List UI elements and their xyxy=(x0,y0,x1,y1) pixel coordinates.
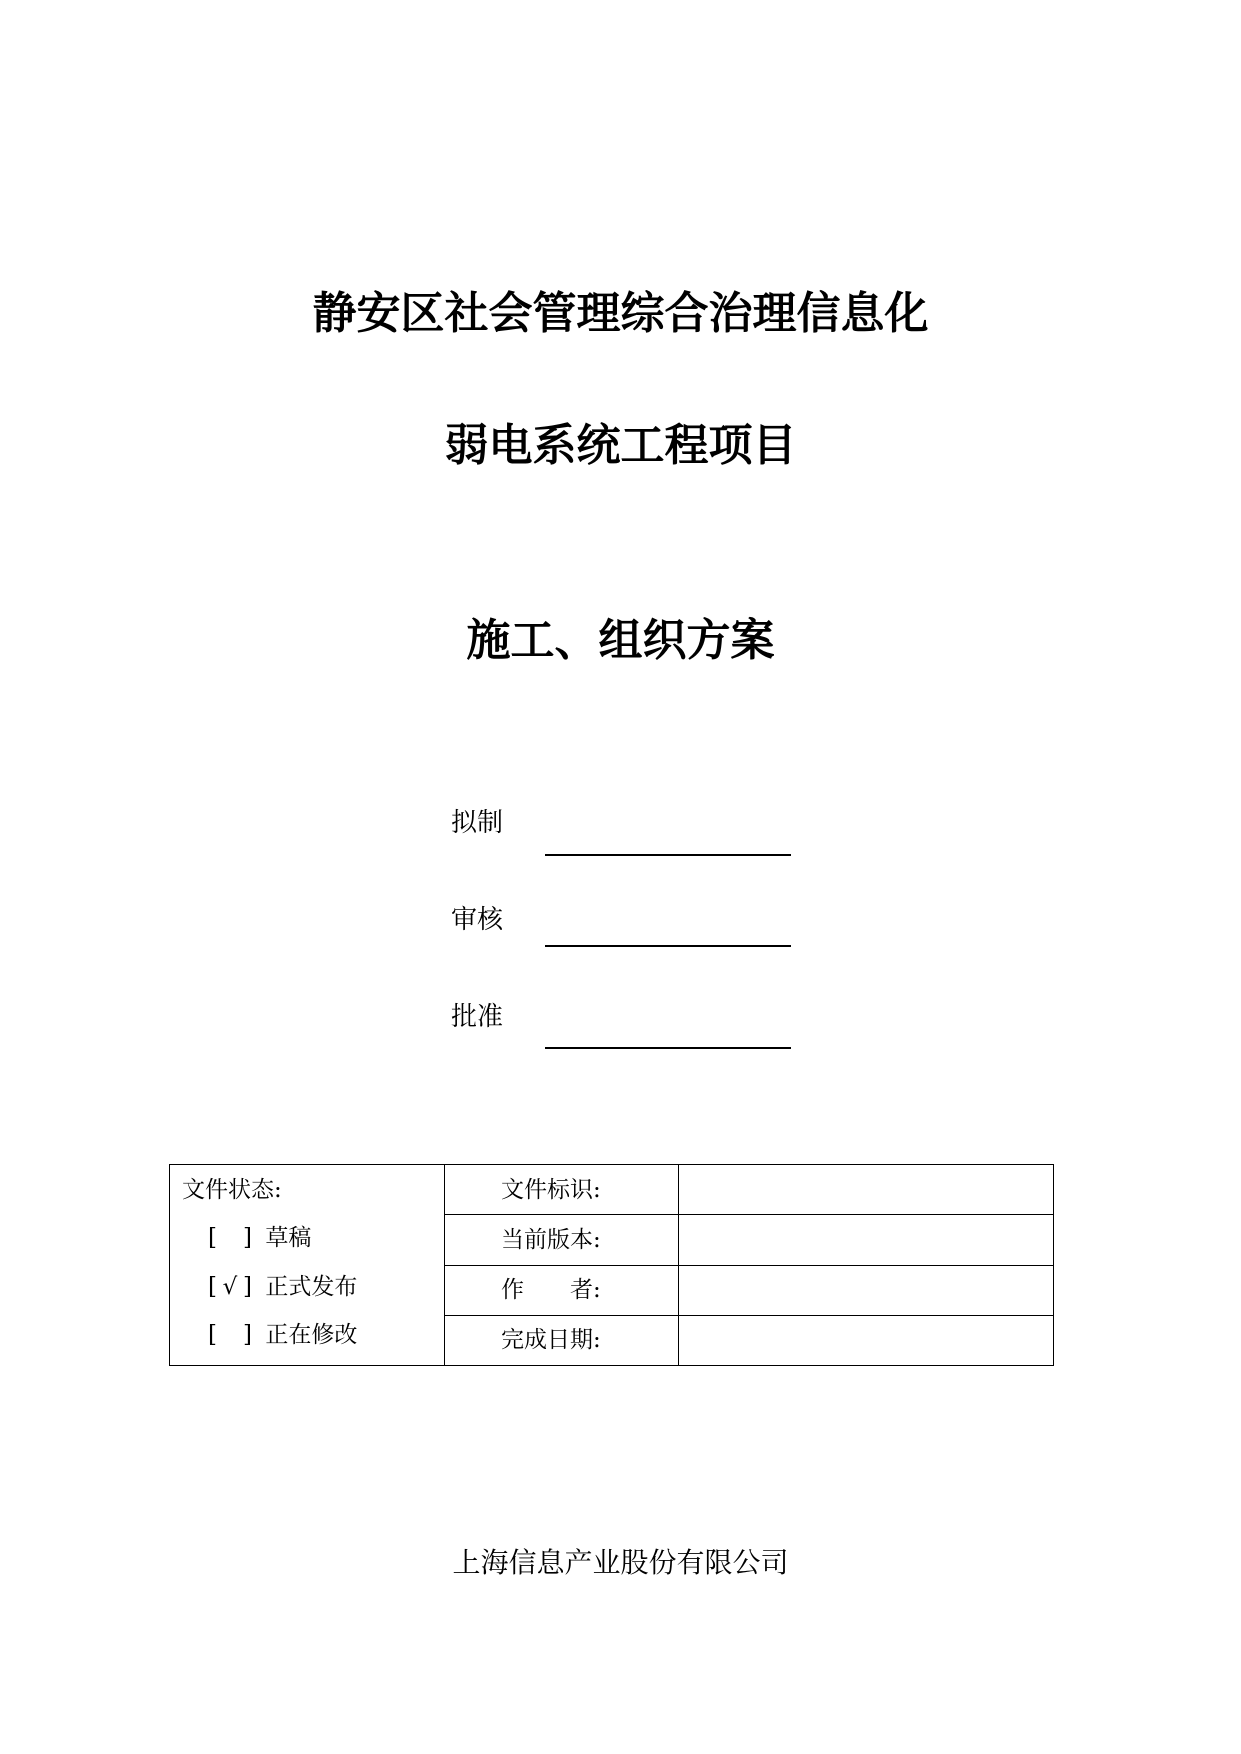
signature-line-review xyxy=(545,945,791,947)
field-value-author xyxy=(679,1265,1054,1315)
status-option-released xyxy=(208,1272,357,1302)
document-subtitle: 施工、组织方案 xyxy=(466,615,775,666)
signature-line-draft-by xyxy=(545,854,791,856)
status-option-editing xyxy=(208,1320,357,1350)
signature-row-approve xyxy=(0,1000,1241,1060)
checkbox-released: [ √ ] xyxy=(208,1274,252,1300)
file-status-cell xyxy=(170,1165,445,1366)
signature-row-draft-by xyxy=(0,806,1241,866)
field-value-completion-date xyxy=(679,1315,1054,1365)
field-label-completion-date: 完成日期: xyxy=(445,1315,679,1365)
status-option-label: 正在修改 xyxy=(265,1322,358,1348)
document-info-table xyxy=(169,1164,1054,1366)
checkmark-icon: √ xyxy=(222,1274,238,1300)
field-value-file-id xyxy=(679,1165,1054,1215)
status-option-label: 草稿 xyxy=(265,1225,312,1251)
field-label-current-version: 当前版本: xyxy=(445,1215,679,1265)
field-label-file-id: 文件标识: xyxy=(445,1165,679,1215)
status-option-draft xyxy=(208,1223,311,1253)
document-title-line1: 静安区社会管理综合治理信息化 xyxy=(312,288,929,339)
field-label-author: 作 者: xyxy=(445,1265,679,1315)
signature-line-approve xyxy=(545,1047,791,1049)
status-option-label: 正式发布 xyxy=(265,1274,358,1300)
signature-label-approve: 批准 xyxy=(451,1002,504,1032)
signature-row-review xyxy=(0,903,1241,963)
checkbox-editing: [ ] xyxy=(208,1322,252,1348)
document-title-line2: 弱电系统工程项目 xyxy=(444,420,797,471)
company-name: 上海信息产业股份有限公司 xyxy=(452,1546,789,1579)
signature-label-draft-by: 拟制 xyxy=(451,808,504,838)
signature-label-review: 审核 xyxy=(451,905,504,935)
file-status-heading: 文件状态: xyxy=(182,1177,282,1203)
table-row xyxy=(170,1165,1054,1215)
checkbox-draft: [ ] xyxy=(208,1225,252,1251)
field-value-current-version xyxy=(679,1215,1054,1265)
